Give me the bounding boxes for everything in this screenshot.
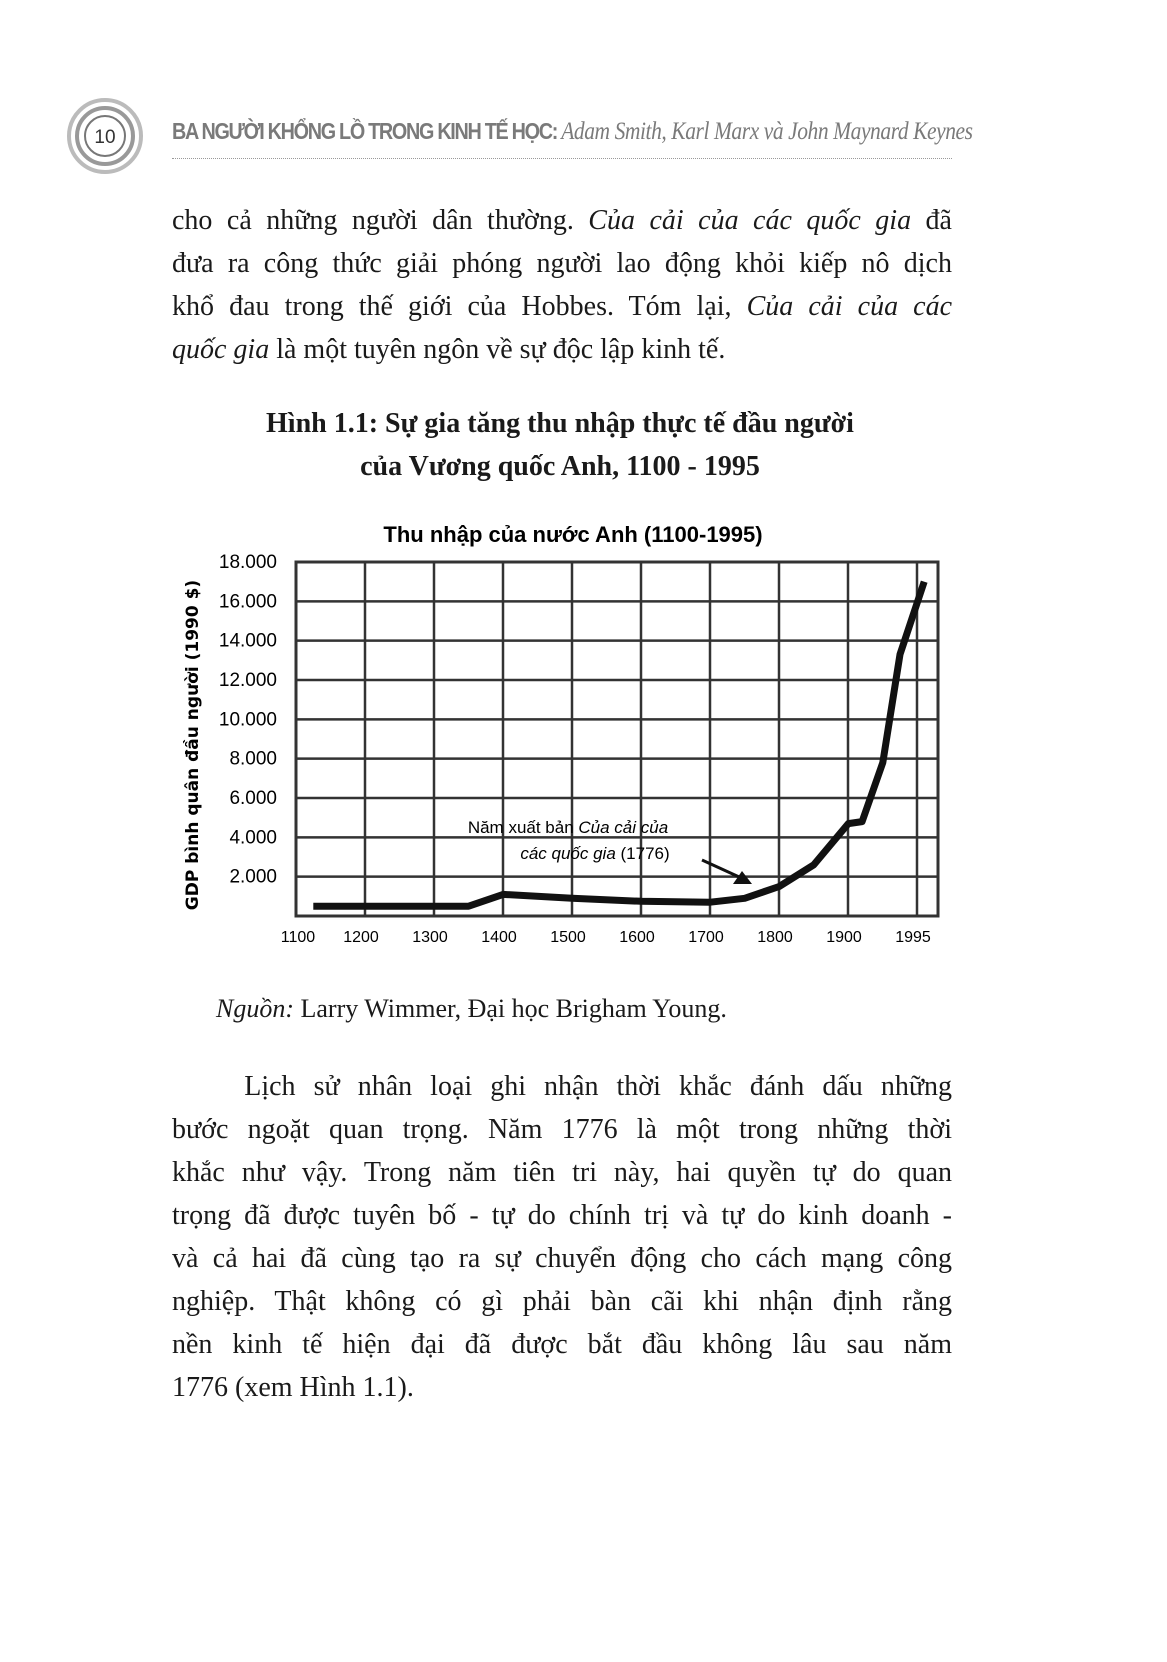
- y-tick-label: 16.000: [218, 591, 277, 613]
- figure-caption: của Vương quốc Anh, 1100 - 1995: [360, 451, 760, 482]
- paragraph-line: nền kinh tế hiện đại đã được bắt đầu không lâu sau năm: [172, 1329, 952, 1360]
- paragraph-line: khổ đau trong thế giới của Hobbes. Tóm lại, Của cải của các: [172, 291, 952, 322]
- y-tick-label: 6.000: [229, 788, 277, 809]
- paragraph-line: quốc gia là một tuyên ngôn về sự độc lập kinh tế.: [172, 334, 726, 365]
- paragraph-line: đưa ra công thức giải phóng người lao động khỏi kiếp nô dịch: [172, 248, 952, 279]
- paragraph-line: nghiệp. Thật không có gì phải bàn cãi khi nhận định rằng: [172, 1286, 952, 1317]
- figure-caption: Hình 1.1: Sự gia tăng thu nhập thực tế đầu người: [266, 408, 854, 439]
- paragraph-line: và cả hai đã cùng tạo ra sự chuyển động cho cách mạng công: [172, 1243, 952, 1274]
- y-axis-label: GDP bình quân đầu người (1990 $): [183, 579, 203, 911]
- chart-title: Thu nhập của nước Anh (1100-1995): [383, 522, 763, 547]
- paragraph-line: khắc như vậy. Trong năm tiên tri này, hai quyền tự do quan: [172, 1157, 952, 1188]
- paragraph-line: trọng đã được tuyên bố - tự do chính trị và tự do kinh doanh -: [172, 1200, 952, 1231]
- annotation-line2: các quốc gia (1776): [520, 844, 670, 863]
- y-tick-label: 10.000: [218, 709, 277, 731]
- paragraph-line: bước ngoặt quan trọng. Năm 1776 là một trong những thời: [172, 1114, 952, 1145]
- x-tick-label: 1200: [343, 929, 379, 946]
- paragraph-line: Lịch sử nhân loại ghi nhận thời khắc đánh dấu những: [172, 1071, 952, 1102]
- y-tick-label: 2.000: [229, 866, 277, 888]
- running-header: BA NGƯỜI KHỔNG LỒ TRONG KINH TẾ HỌC: Adam Smith, Karl Marx và John Maynard Keynes: [172, 118, 973, 145]
- x-tick-label: 1600: [619, 929, 655, 946]
- page-number: 10: [94, 127, 116, 148]
- paragraph-line: 1776 (xem Hình 1.1).: [172, 1372, 414, 1403]
- x-tick-label: 1100: [280, 929, 316, 946]
- x-tick-label: 1900: [826, 929, 862, 946]
- figure-source: Nguồn: Larry Wimmer, Đại học Brigham Young.: [216, 994, 727, 1023]
- x-tick-label: 1500: [550, 929, 586, 946]
- y-tick-label: 8.000: [229, 748, 277, 770]
- paragraph-line: cho cả những người dân thường. Của cải của các quốc gia đã: [172, 205, 952, 236]
- header-rule: [172, 158, 952, 159]
- x-tick-label: 1800: [757, 929, 793, 946]
- y-tick-label: 14.000: [218, 630, 277, 652]
- annotation-line1: Năm xuất bản Của cải của: [467, 818, 669, 837]
- page-number-badge: [66, 97, 144, 175]
- gdp-chart: [170, 515, 960, 955]
- y-tick-label: 4.000: [229, 827, 277, 849]
- y-tick-label: 18.000: [218, 552, 277, 573]
- x-tick-label: 1700: [688, 929, 724, 946]
- x-tick-label: 1300: [412, 929, 448, 946]
- x-tick-label: 1995: [895, 929, 931, 946]
- x-tick-label: 1400: [481, 929, 517, 946]
- y-tick-label: 12.000: [218, 670, 277, 691]
